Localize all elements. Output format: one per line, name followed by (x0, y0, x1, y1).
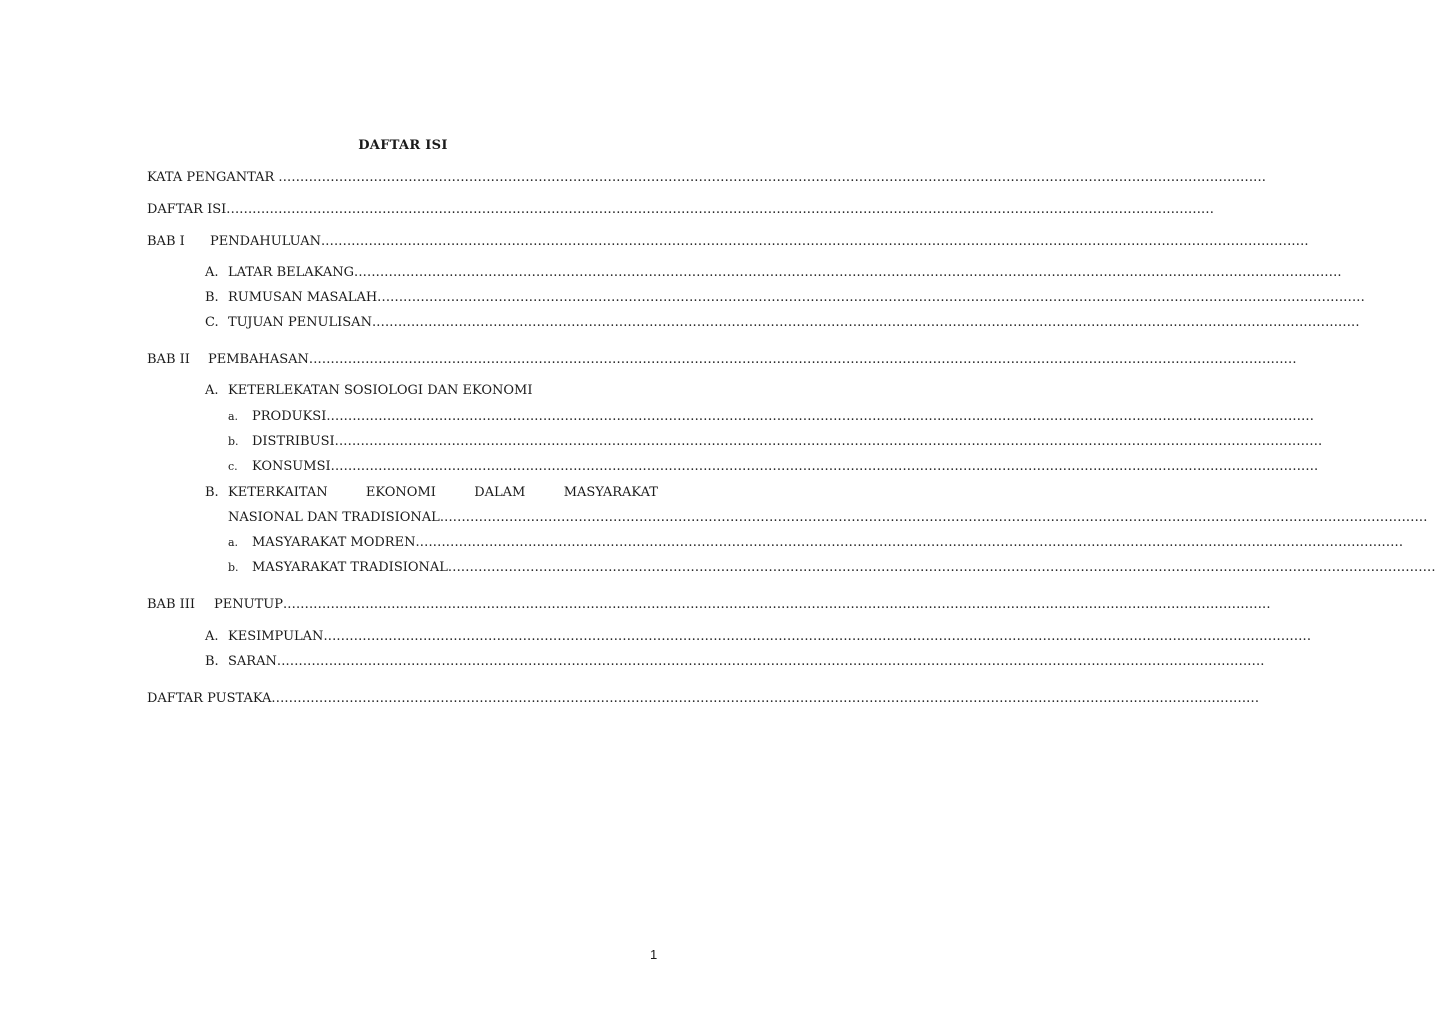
chapter-label: BAB II (147, 352, 190, 367)
dot-leader: .................................................................................................................................................................................................................................... (276, 654, 1265, 669)
subsection-marker: a. (228, 410, 239, 423)
toc-entry-bab-1-a (205, 265, 1342, 281)
dot-leader: .................................................................................................................................................................................................................................... (330, 459, 1319, 474)
subsection-marker: b. (228, 561, 239, 574)
toc-entry-bab-2-b-line-2 (228, 510, 1428, 526)
section-marker: A. (205, 629, 219, 644)
dot-leader: .................................................................................................................................................................................................................................... (323, 629, 1312, 644)
toc-entry-bab-2-b (205, 485, 658, 501)
toc-entry-daftar-pustaka (147, 691, 1260, 707)
subsection-marker: c. (228, 460, 238, 473)
subsection-marker: b. (228, 435, 239, 448)
dot-leader: .................................................................................................................................................................................................................................... (353, 265, 1342, 280)
section-title: RUMUSAN MASALAH (228, 290, 378, 305)
document-title: DAFTAR ISI (358, 138, 448, 153)
title-word: KETERKAITAN (228, 485, 328, 500)
section-marker: C. (205, 315, 219, 330)
section-marker: B. (205, 290, 219, 305)
dot-leader: .................................................................................................................................................................................................................................... (415, 535, 1404, 550)
toc-entry-bab-2-a-a (228, 409, 1315, 425)
toc-entry-label: DAFTAR ISI (147, 202, 227, 217)
section-marker: A. (205, 383, 219, 398)
toc-entry-bab-2-b-a (228, 535, 1404, 551)
toc-entry-bab-1-c (205, 315, 1360, 331)
page-number: 1 (650, 947, 658, 962)
dot-leader: .................................................................................................................................................................................................................................... (282, 597, 1271, 612)
toc-entry-daftar-isi (147, 202, 1215, 218)
dot-leader: .................................................................................................................................................................................................................................... (278, 170, 1267, 185)
toc-entry-bab-2-a-c (228, 459, 1319, 475)
chapter-label: BAB III (147, 597, 196, 612)
toc-entry-label: DAFTAR PUSTAKA (147, 691, 272, 706)
subsection-title: KONSUMSI (252, 459, 331, 474)
toc-entry-bab-2-a (205, 383, 533, 399)
dot-leader: .................................................................................................................................................................................................................................... (308, 352, 1297, 367)
dot-leader: .................................................................................................................................................................................................................................... (439, 510, 1428, 525)
subsection-title: DISTRIBUSI (252, 434, 335, 449)
section-marker: B. (205, 654, 219, 669)
dot-leader: .................................................................................................................................................................................................................................... (271, 691, 1260, 706)
dot-leader: .................................................................................................................................................................................................................................... (334, 434, 1323, 449)
section-title: KETERLEKATAN SOSIOLOGI DAN EKONOMI (228, 383, 533, 398)
chapter-title: PENUTUP (214, 597, 283, 612)
section-marker: A. (205, 265, 219, 280)
dot-leader: .................................................................................................................................................................................................................................... (371, 315, 1360, 330)
dot-leader: .................................................................................................................................................................................................................................... (320, 234, 1309, 249)
toc-entry-kata-pengantar (147, 170, 1267, 186)
subsection-title: MASYARAKAT TRADISIONAL (252, 560, 448, 575)
section-title: LATAR BELAKANG (228, 265, 354, 280)
toc-entry-bab-1 (147, 234, 1309, 250)
title-word: EKONOMI (365, 485, 436, 500)
toc-entry-bab-1-b (205, 290, 1365, 306)
toc-entry-bab-2-a-b (228, 434, 1323, 450)
title-word: MASYARAKAT (563, 485, 658, 500)
subsection-title: MASYARAKAT MODREN (252, 535, 416, 550)
toc-entry-bab-2-b-b (228, 560, 1436, 576)
dot-leader: .................................................................................................................................................................................................................................... (377, 290, 1365, 305)
chapter-title: PENDAHULUAN (210, 234, 321, 249)
chapter-title: PEMBAHASAN (208, 352, 309, 367)
section-title-line-1 (228, 485, 658, 501)
chapter-label: BAB I (147, 234, 185, 249)
dot-leader: .................................................................................................................................................................................................................................... (326, 409, 1315, 424)
section-marker: B. (205, 485, 219, 500)
subsection-title: PRODUKSI (252, 409, 327, 424)
dot-leader: .................................................................................................................................................................................................................................... (226, 202, 1215, 217)
section-title-line-2: NASIONAL DAN TRADISIONAL (228, 510, 440, 525)
section-title: KESIMPULAN (228, 629, 324, 644)
toc-entry-bab-3-a (205, 629, 1312, 645)
toc-entry-bab-3 (147, 597, 1271, 613)
section-title: SARAN (228, 654, 277, 669)
toc-entry-bab-2 (147, 352, 1297, 368)
toc-entry-bab-3-b (205, 654, 1265, 670)
subsection-marker: a. (228, 536, 239, 549)
dot-leader: .................................................................................................................................................................................................................................... (447, 560, 1436, 575)
toc-entry-label: KATA PENGANTAR (147, 170, 279, 185)
title-word: DALAM (474, 485, 526, 500)
section-title: TUJUAN PENULISAN (228, 315, 372, 330)
